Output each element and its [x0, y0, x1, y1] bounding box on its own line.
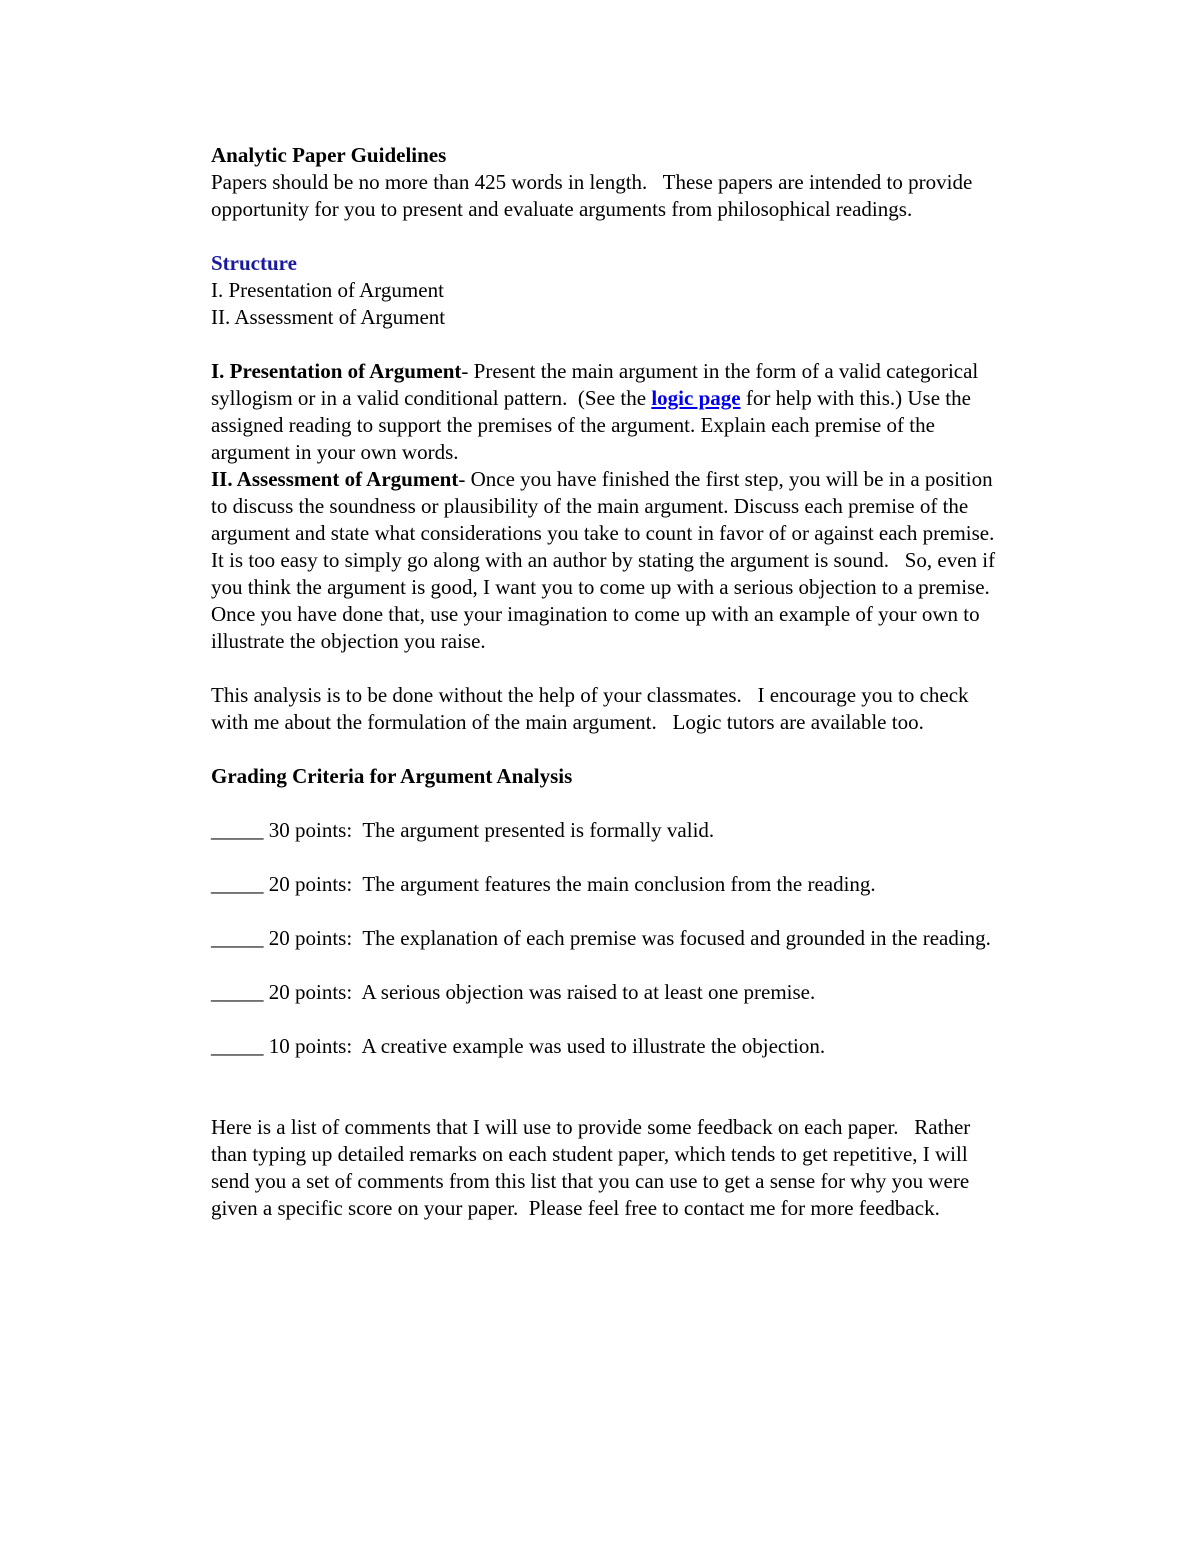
- analysis-note-paragraph: This analysis is to be done without the help of your classmates. I encourage you to check with me about the formulation of the main argument. Logic tutors are available too.: [211, 683, 974, 734]
- score-blank: _____: [211, 872, 264, 896]
- criterion-text: The argument features the main conclusion from the reading.: [362, 872, 876, 896]
- presentation-text-before-link: - Present the main argument in the form of a valid categorical syllogism or in a valid conditional pattern. (See the: [211, 359, 984, 410]
- structure-item-assessment: II. Assessment of Argument: [211, 305, 446, 329]
- spacer: [211, 736, 1001, 763]
- criterion-points: 10 points:: [268, 1034, 353, 1058]
- grading-criterion: [211, 871, 1001, 898]
- intro-paragraph: Papers should be no more than 425 words in length. These papers are intended to provide opportunity for you to present and evaluate arguments from philosophical readings.: [211, 170, 978, 221]
- assessment-heading: II. Assessment of Argument: [211, 467, 459, 491]
- spacer: [211, 331, 1001, 358]
- logic-page-link[interactable]: logic page: [651, 386, 741, 410]
- grading-heading: Grading Criteria for Argument Analysis: [211, 764, 573, 788]
- structure-heading: Structure: [211, 251, 297, 275]
- score-blank: _____: [211, 818, 264, 842]
- score-blank: _____: [211, 1034, 264, 1058]
- criterion-text: The argument presented is formally valid.: [362, 818, 715, 842]
- criterion-points: 20 points:: [268, 926, 353, 950]
- structure-item-presentation: I. Presentation of Argument: [211, 278, 444, 302]
- spacer: [211, 1006, 1001, 1033]
- criterion-text: The explanation of each premise was focused and grounded in the reading.: [362, 926, 991, 950]
- presentation-text-after-link: for help with this.) Use the assigned reading to support the premises of the argument. Explain each premise of the argument in your own words.: [211, 386, 977, 464]
- document-page: [211, 142, 1006, 1222]
- criterion-points: 20 points:: [268, 980, 353, 1004]
- criterion-text: A serious objection was raised to at least one premise.: [361, 980, 816, 1004]
- spacer: [211, 898, 1001, 925]
- grading-criterion: [211, 925, 1001, 952]
- spacer: [211, 844, 1001, 871]
- grading-criterion: [211, 1033, 1001, 1060]
- assessment-paragraph: [211, 466, 1006, 655]
- feedback-note-paragraph: Here is a list of comments that I will use to provide some feedback on each paper. Rather than typing up detailed remarks on each student paper, which tends to get repetitive, I will send you a set of comments from this list that you can use to get a sense for why you were given a specific score on your paper. Please feel free to contact me for more feedback.: [211, 1115, 976, 1220]
- grading-criterion: [211, 979, 1001, 1006]
- spacer: [211, 223, 1001, 250]
- document-title: Analytic Paper Guidelines: [211, 143, 447, 167]
- spacer: [211, 952, 1001, 979]
- presentation-heading: I. Presentation of Argument: [211, 359, 462, 383]
- presentation-paragraph: [211, 358, 1001, 466]
- spacer: [211, 1060, 1001, 1114]
- spacer: [211, 790, 1001, 817]
- criterion-text: A creative example was used to illustrate the objection.: [361, 1034, 826, 1058]
- spacer: [211, 655, 1001, 682]
- criterion-points: 20 points:: [268, 872, 353, 896]
- assessment-text: - Once you have finished the first step, you will be in a position to discuss the soundness or plausibility of the main argument. Discuss each premise of the argument and state what considerations you take to count in favor of or against each premise. It is too easy to simply go along with an author by stating the argument is sound. So, even if you think the argument is good, I want you to come up with a serious objection to a premise. Once you have done that, use your imagination to come up with an example of your own to illustrate the objection you raise.: [211, 467, 1006, 653]
- criterion-points: 30 points:: [268, 818, 353, 842]
- grading-criterion: [211, 817, 1001, 844]
- score-blank: _____: [211, 926, 264, 950]
- score-blank: _____: [211, 980, 264, 1004]
